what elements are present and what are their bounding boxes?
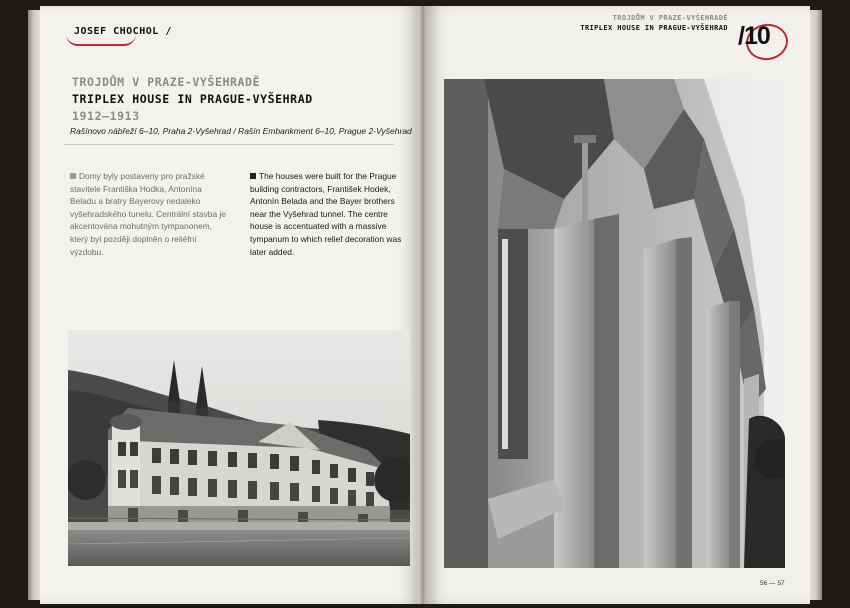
running-title-english: TRIPLEX HOUSE IN PRAGUE-VYŠEHRAD [580, 24, 728, 32]
description-czech [70, 170, 230, 258]
chapter-number: /10 [738, 22, 770, 50]
entry-title-czech: TROJDŮM V PRAZE-VYŠEHRADĚ [72, 75, 261, 89]
triplex-house-street-photo [68, 330, 410, 566]
page-numbers: 56 — 57 [760, 580, 785, 587]
description-english-text: The houses were built for the Prague building contractors, František Hodek, Antonín Belada and the Bayer brothers near the Vyšehrad tunnel. The centre house is accentuated with a massive tympanum to which relief decoration was later added. [250, 171, 402, 257]
page-edges-right [808, 10, 822, 600]
entry-title-english: TRIPLEX HOUSE IN PRAGUE-VYŠEHRAD [72, 92, 313, 106]
bullet-square-icon [70, 173, 76, 179]
divider [64, 144, 394, 145]
description-czech-text: Domy byly postaveny pro pražské stavitele Františka Hodka, Antonína Beladu a bratry Bayerovy nedaleko vyšehradského tunelu. Centrální stavba je akcentována mohutným tympanonem, který byl později doplněn o reliéfní výzdobu. [70, 171, 226, 257]
author-header [74, 26, 172, 37]
entry-address: Rašínovo nábřeží 6–10, Praha 2-Vyšehrad / Rašín Embankment 6–10, Prague 2-Vyšehrad [70, 126, 412, 136]
running-title-czech: TROJDŮM V PRAZE-VYŠEHRADĚ [612, 14, 728, 22]
cubist-facade-detail-photo [444, 79, 785, 568]
description-english [250, 170, 410, 258]
author-name: JOSEF CHOCHOL [74, 26, 159, 37]
author-separator: / [165, 26, 172, 37]
bullet-square-icon [250, 173, 256, 179]
entry-years: 1912—1913 [72, 109, 140, 123]
